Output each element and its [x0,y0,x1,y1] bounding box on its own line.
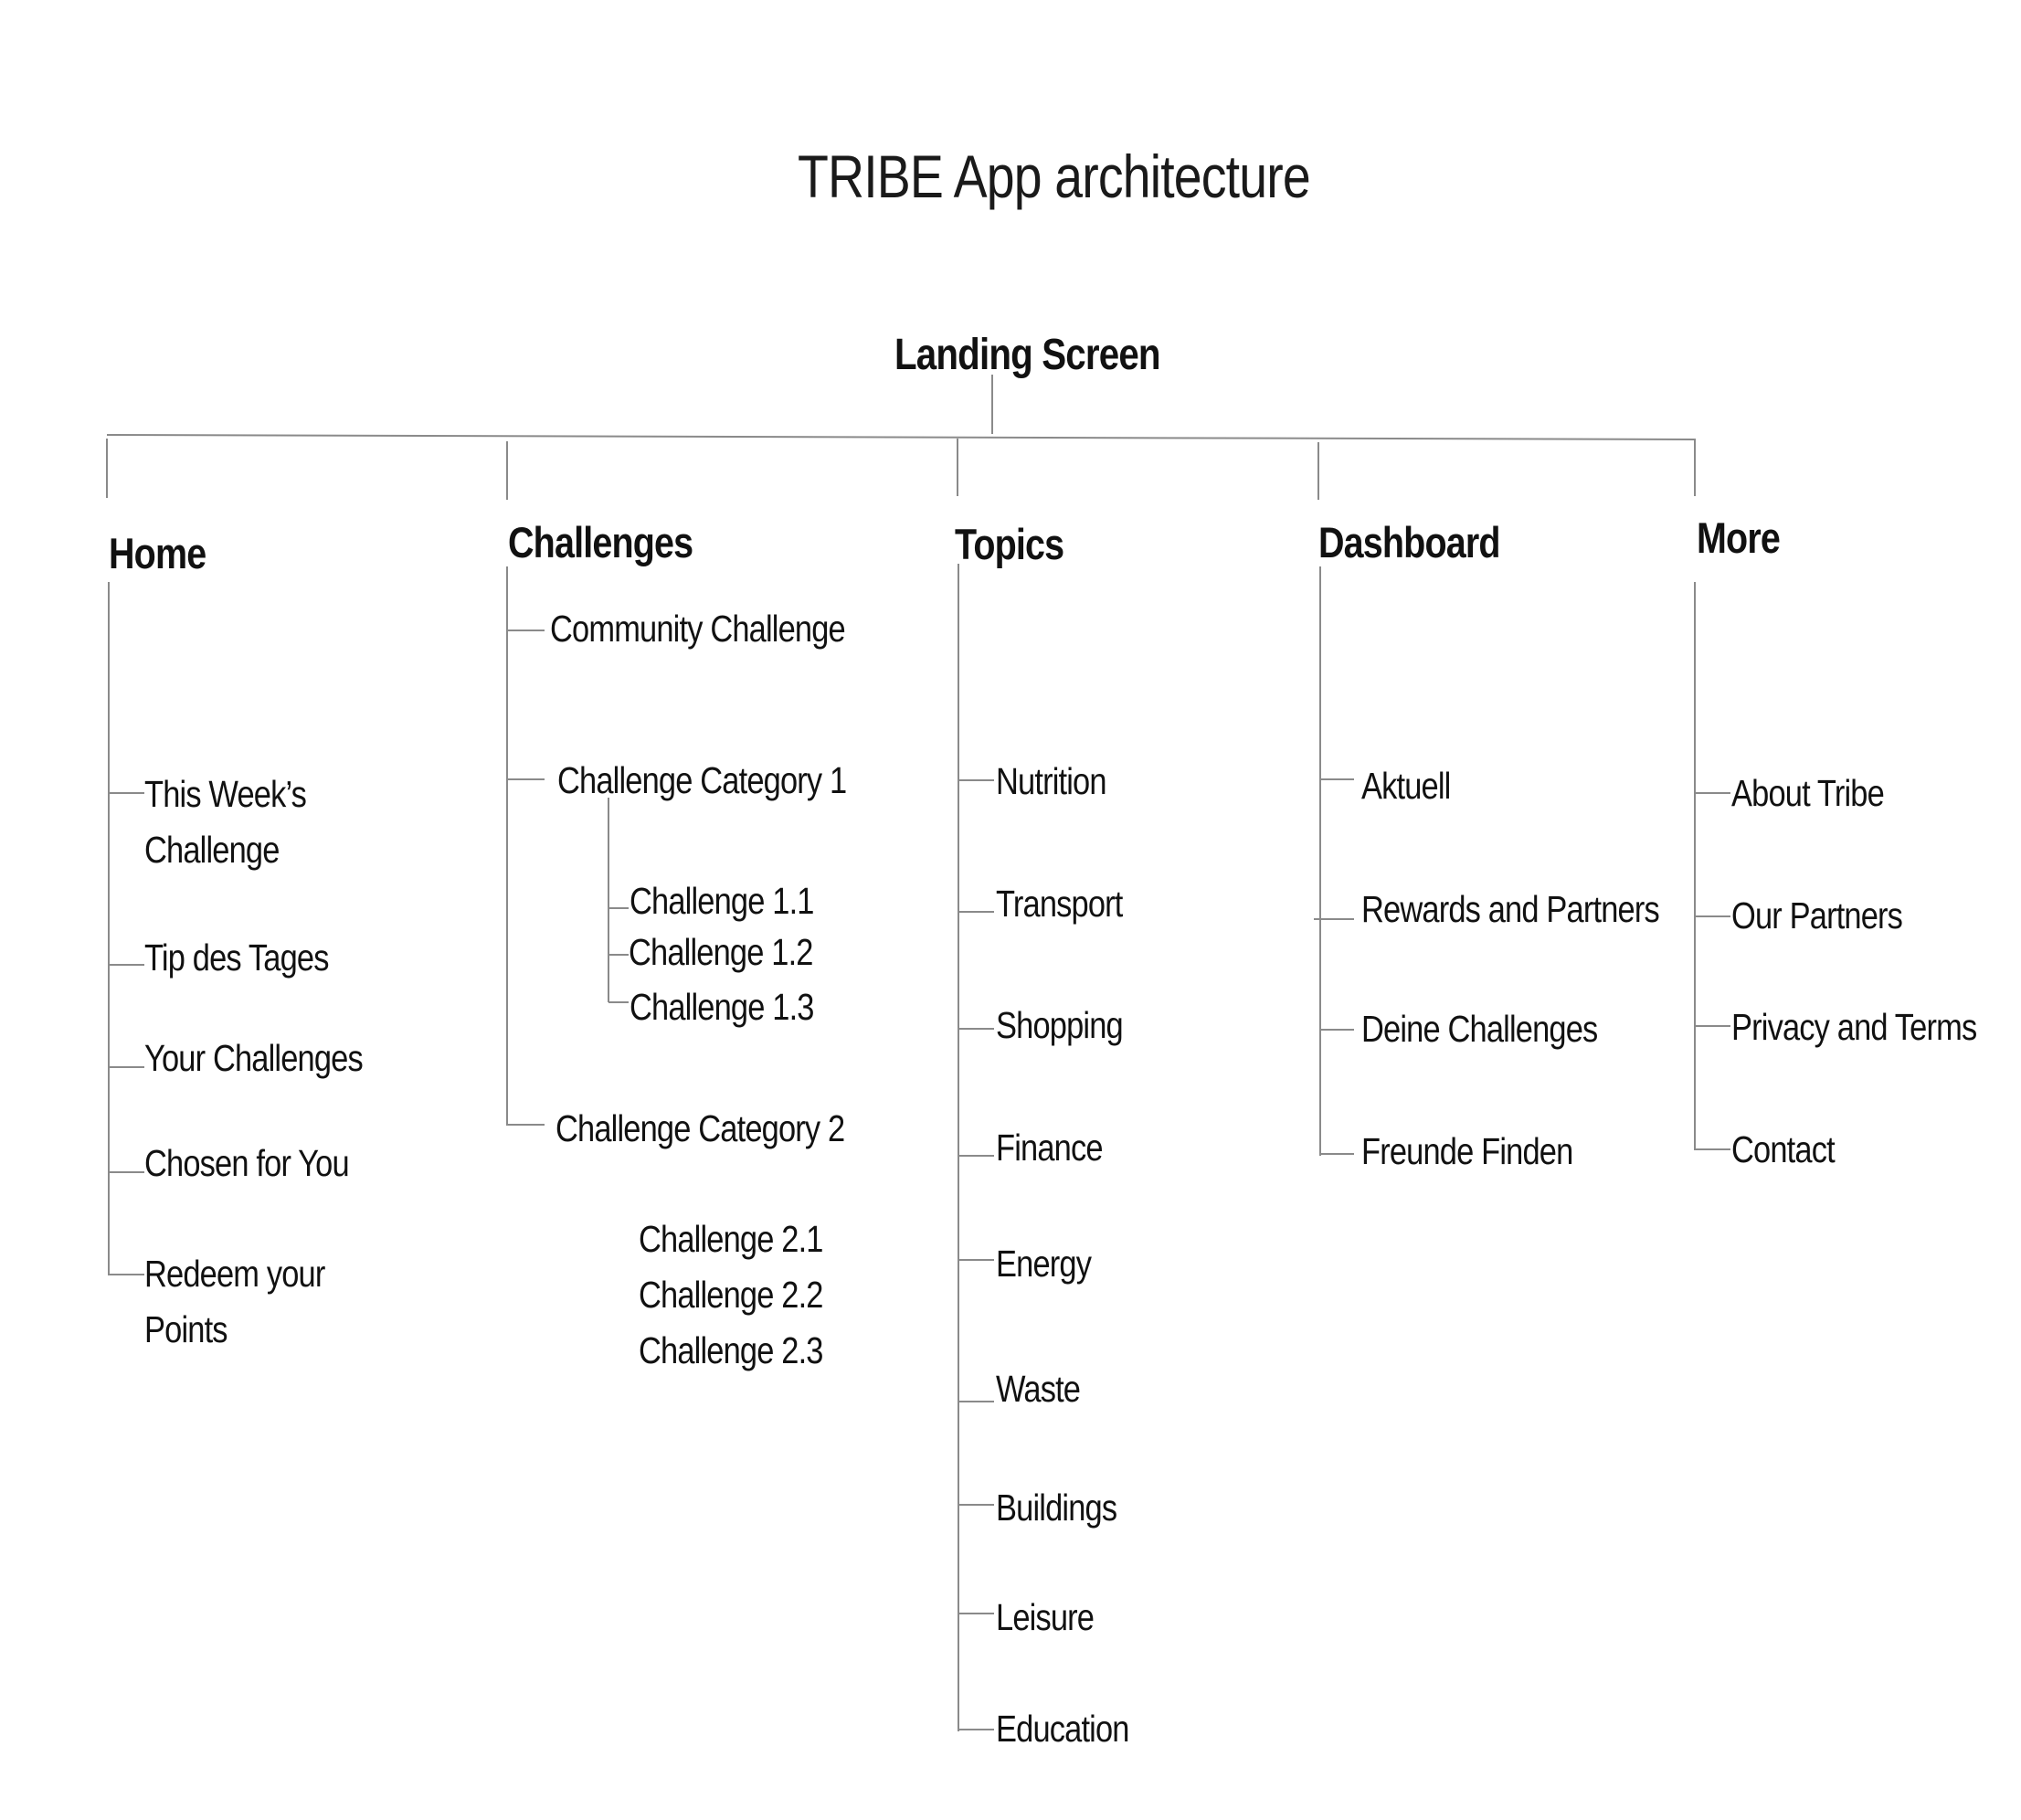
challenges-item-challenge-2-3: Challenge 2.3 [639,1329,823,1371]
more-item-contact: Contact [1731,1128,1835,1170]
dashboard-section-label: Dashboard [1318,518,1500,566]
main-bus-line [107,435,1695,439]
dashboard-item-aktuell: Aktuell [1361,765,1451,807]
challenges-item-community-challenge: Community Challenge [550,608,845,650]
dashboard-item-freunde-finden: Freunde Finden [1361,1130,1573,1172]
topics-section-label: Topics [955,520,1064,568]
home-section-label: Home [109,529,206,577]
topics-item-education: Education [996,1708,1129,1750]
more-item-about-tribe: About Tribe [1731,772,1884,814]
topics-item-finance: Finance [996,1127,1103,1169]
topics-item-transport: Transport [996,883,1123,925]
more-section-label: More [1697,513,1780,562]
home-item-chosen-for-you: Chosen for You [144,1142,349,1184]
home-item-your-challenges: Your Challenges [144,1037,363,1079]
dashboard-item-rewards-and-partners: Rewards and Partners [1361,888,1659,930]
challenges-item-challenge-2-1: Challenge 2.1 [639,1218,823,1260]
topics-item-leisure: Leisure [996,1596,1095,1638]
topics-item-nutrition: Nutrition [996,760,1106,802]
home-item-this-weeks-challenge: This Week’s Challenge [144,773,307,871]
dashboard-item-deine-challenges: Deine Challenges [1361,1008,1598,1050]
challenges-item-challenge-1-1: Challenge 1.1 [630,880,814,922]
challenges-item-challenge-2-2: Challenge 2.2 [639,1274,823,1316]
topics-item-shopping: Shopping [996,1004,1123,1046]
home-item-redeem-your-points: Redeem your Points [144,1253,325,1350]
challenges-item-category-2: Challenge Category 2 [556,1107,845,1149]
root-node: Landing Screen [894,331,1160,379]
challenges-item-challenge-1-2: Challenge 1.2 [629,931,813,973]
more-item-our-partners: Our Partners [1731,894,1903,936]
more-item-privacy-and-terms: Privacy and Terms [1731,1006,1977,1048]
topics-item-waste: Waste [996,1368,1081,1410]
home-item-tip-des-tages: Tip des Tages [144,936,329,979]
challenges-item-category-1: Challenge Category 1 [557,759,847,801]
diagram-title: TRIBE App architecture [798,143,1310,210]
topics-item-buildings: Buildings [996,1487,1117,1529]
challenges-item-challenge-1-3: Challenge 1.3 [630,986,814,1028]
topics-item-energy: Energy [996,1243,1092,1285]
challenges-section-label: Challenges [508,518,693,566]
